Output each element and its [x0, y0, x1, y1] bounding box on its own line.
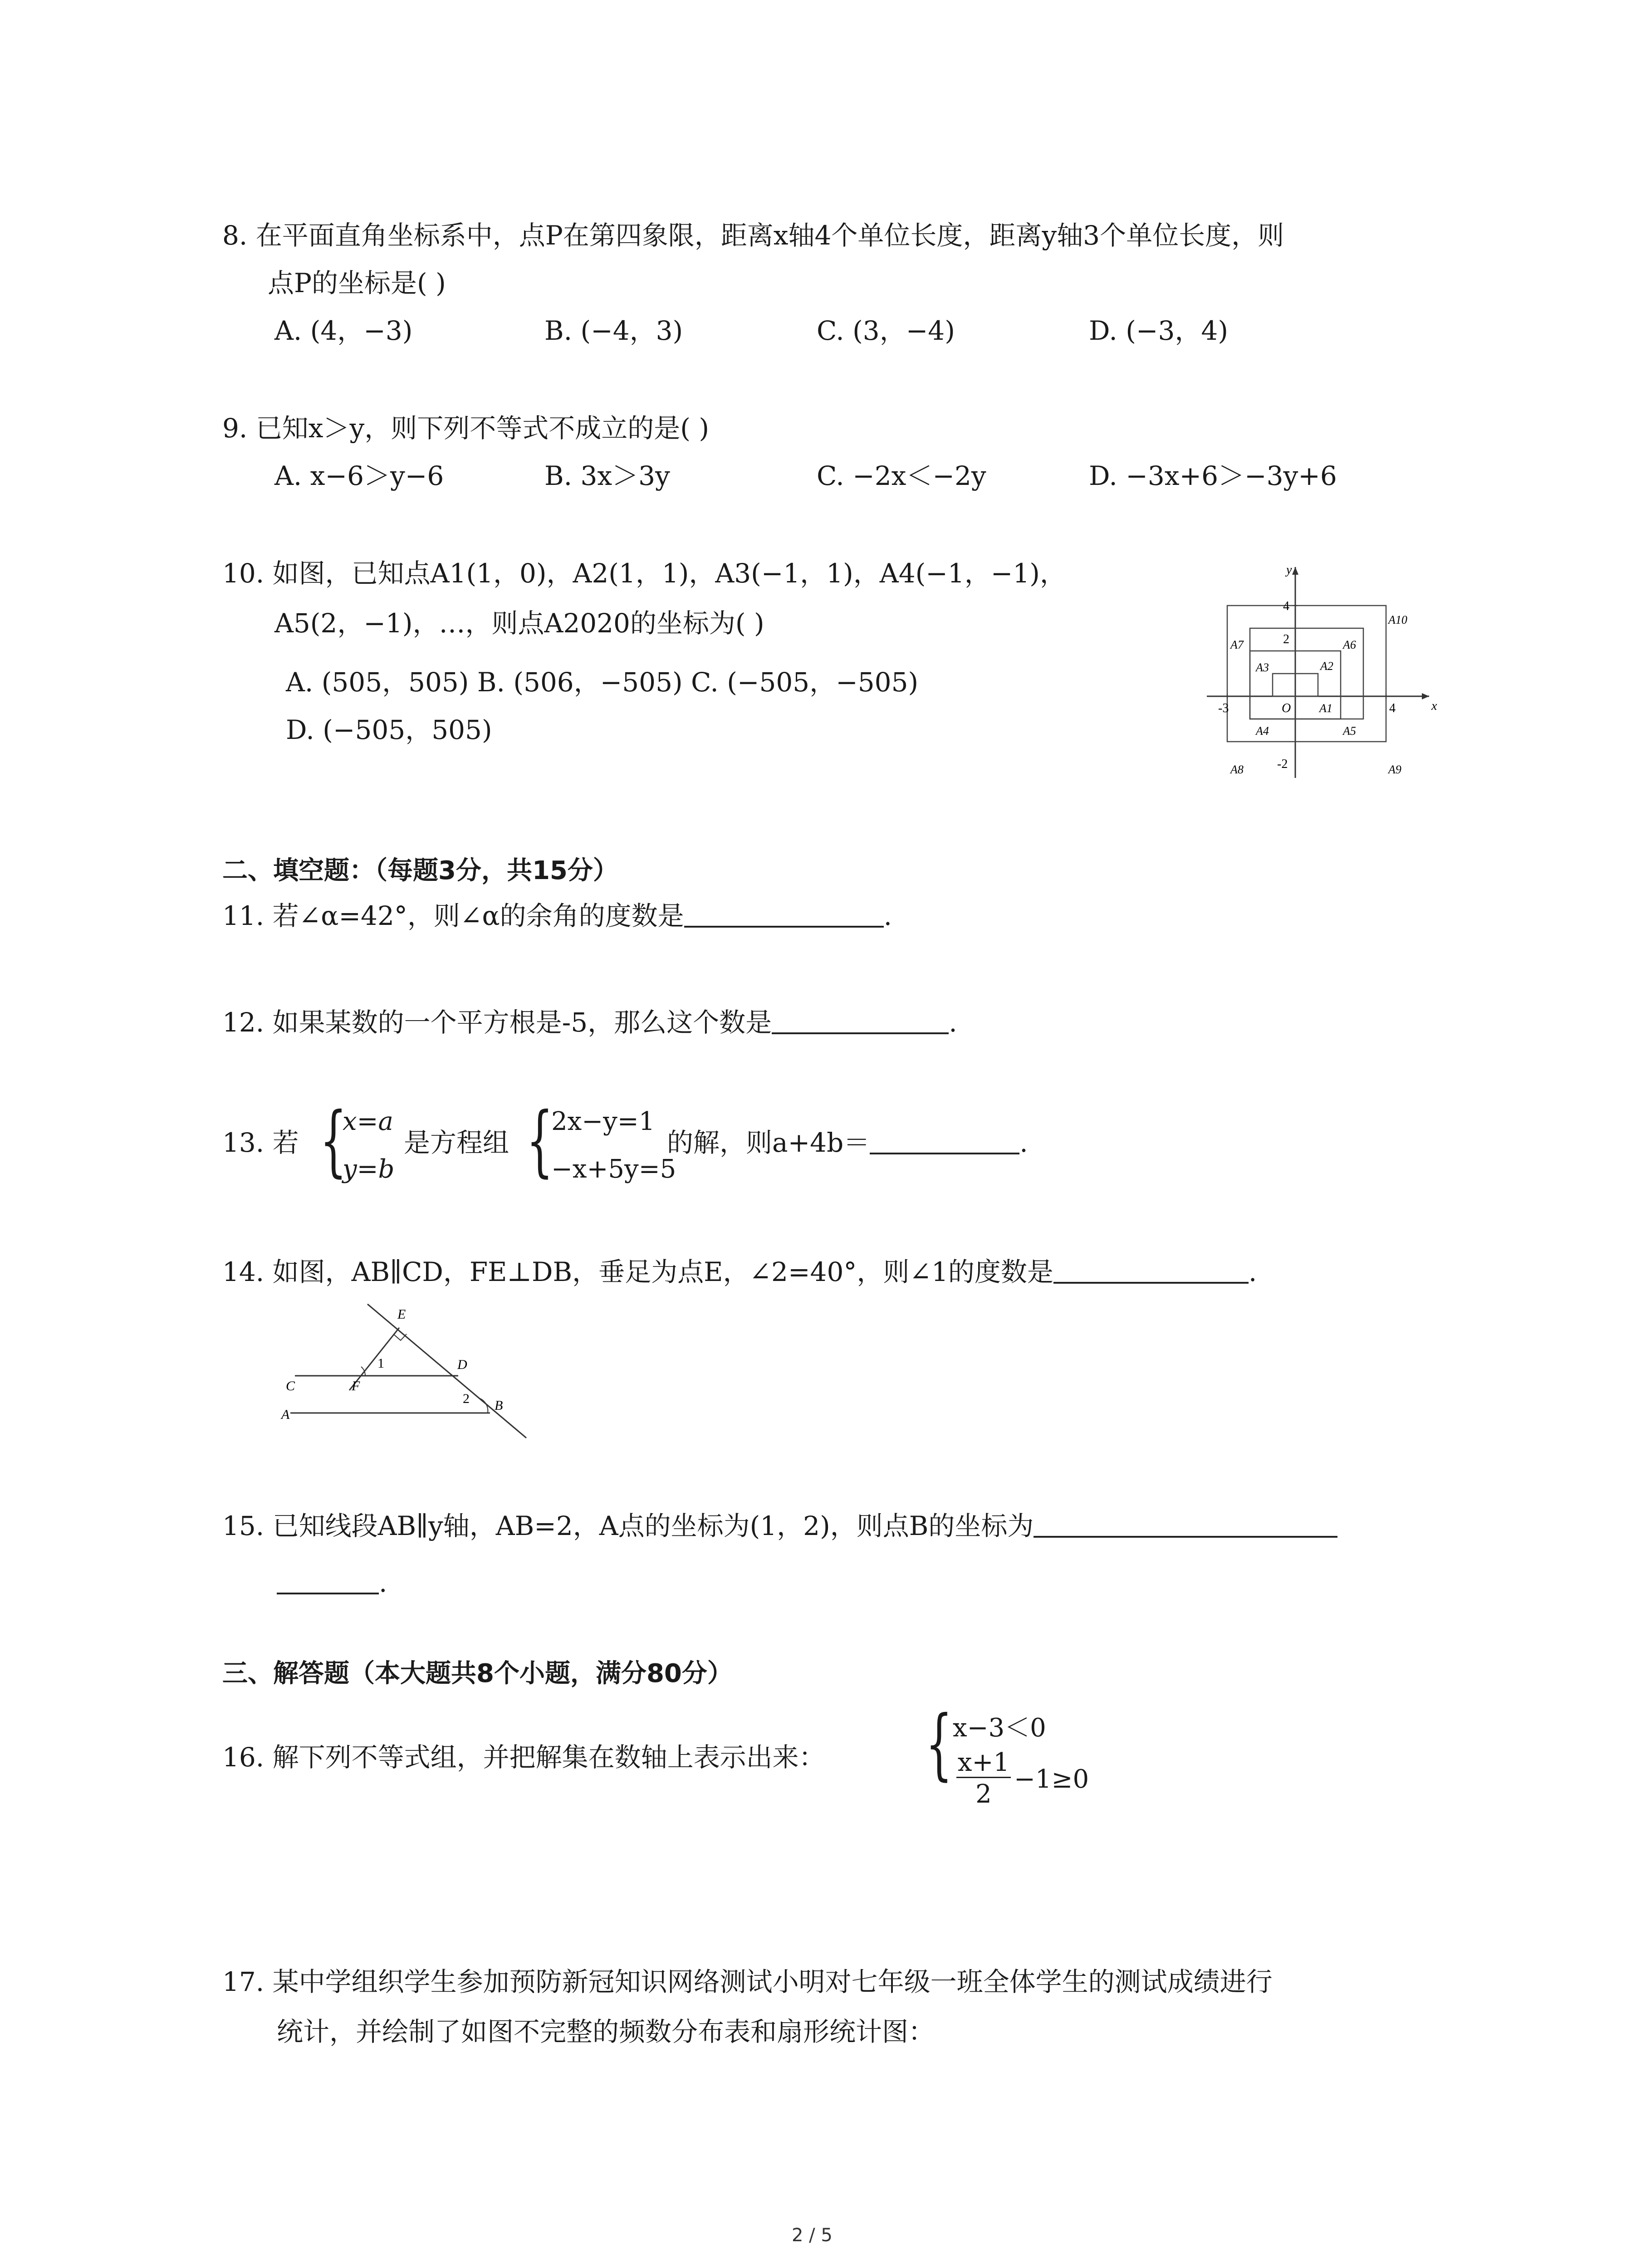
- q12-period: .: [949, 1007, 957, 1038]
- q8-line1: 8. 在平面直角坐标系中，点P在第四象限，距离x轴4个单位长度，距离y轴3个单位长度，则: [222, 220, 1284, 251]
- q10-coordinate-figure: [1198, 556, 1443, 792]
- label-a: A: [281, 1407, 290, 1422]
- q14-period: .: [1248, 1256, 1257, 1287]
- label-c: C: [286, 1378, 295, 1393]
- q15-line: [222, 1510, 1337, 1541]
- q16-ineq1: x−3＜0: [953, 1713, 1046, 1743]
- q16-fraction: [956, 1749, 1011, 1811]
- q12-line: [222, 1009, 957, 1036]
- label-2: 2: [463, 1391, 470, 1406]
- q9-option-b: B. 3x＞3y: [544, 460, 670, 491]
- q13-post: 的解，则a+4b＝: [667, 1127, 870, 1158]
- q11-answer-blank[interactable]: [684, 903, 884, 928]
- q16-numerator: x+1: [956, 1749, 1011, 1778]
- label-a3: A3: [1256, 661, 1269, 674]
- label-a7: A7: [1230, 638, 1244, 651]
- y-tick-neg2: -2: [1277, 757, 1288, 771]
- section-3-title: 三、解答题（本大题共8个小题，满分80分）: [222, 1659, 733, 1688]
- q15-answer-blank[interactable]: [1034, 1513, 1337, 1538]
- q10-option-d: D. (−505，505): [286, 714, 492, 745]
- q12-text: 12. 如果某数的一个平方根是-5，那么这个数是: [222, 1007, 772, 1038]
- y-axis-arrow-icon: [1292, 567, 1298, 575]
- q16-denominator: 2: [975, 1779, 992, 1809]
- q9-option-c: C. −2x＜−2y: [817, 460, 986, 491]
- q9-stem: 9. 已知x＞y，则下列不等式不成立的是( ): [222, 413, 709, 444]
- q8-line2: 点P的坐标是( ): [268, 268, 446, 298]
- label-e: E: [397, 1307, 406, 1322]
- q8-option-c: C. (3，−4): [817, 315, 955, 346]
- x-tick-4: 4: [1389, 701, 1396, 715]
- q13-mid: 是方程组: [404, 1127, 509, 1158]
- q15-period: .: [379, 1567, 387, 1598]
- y-axis-label: y: [1286, 563, 1292, 577]
- section-2-title: 二、填空题：（每题3分，共15分）: [222, 856, 618, 885]
- q17-line1: 17. 某中学组织学生参加预防新冠知识网络测试小明对七年级一班全体学生的测试成绩进行: [222, 1966, 1273, 1997]
- label-a5: A5: [1343, 724, 1356, 738]
- q13-eq2: −x+5y=5: [551, 1154, 676, 1184]
- q13-brace-right-icon: {: [526, 1096, 554, 1186]
- q13-tail: [667, 1129, 1028, 1156]
- q13-period: .: [1019, 1127, 1028, 1158]
- q11-line: [222, 900, 892, 931]
- q14-parallel-lines-figure: [272, 1295, 535, 1445]
- label-a4: A4: [1256, 724, 1269, 738]
- q10-line1: 10. 如图，已知点A1(1，0)，A2(1，1)，A3(−1，1)，A4(−1，−1)，: [222, 558, 1066, 589]
- q13-y-eq: y=b: [343, 1154, 395, 1184]
- q10-line2: A5(2，−1)，…，则点A2020的坐标为( ): [274, 608, 764, 639]
- x-axis-arrow-icon: [1422, 693, 1429, 699]
- q17-line2: 统计，并绘制了如图不完整的频数分布表和扇形统计图：: [277, 2016, 935, 2047]
- q8-option-a: A. (4，−3): [274, 315, 413, 346]
- label-d: D: [457, 1357, 467, 1372]
- q14-answer-blank[interactable]: [1053, 1259, 1249, 1284]
- y-tick-2: 2: [1283, 632, 1289, 646]
- q8-option-b: B. (−4，3): [544, 315, 683, 346]
- x-axis-label: x: [1431, 699, 1437, 713]
- q9-option-d: D. −3x+6＞−3y+6: [1089, 460, 1337, 491]
- q15-text: 15. 已知线段AB∥y轴，AB=2，A点的坐标为(1，2)，则点B的坐标为: [222, 1510, 1034, 1541]
- q15-answer-blank-continued[interactable]: [277, 1570, 379, 1594]
- y-tick-4: 4: [1283, 599, 1289, 613]
- q16-brace-icon: {: [926, 1699, 953, 1789]
- q13-x-eq: x=a: [343, 1107, 393, 1136]
- q13-brace-left-icon: {: [320, 1096, 347, 1186]
- q13-eq1: 2x−y=1: [551, 1107, 655, 1136]
- q16-text: 16. 解下列不等式组，并把解集在数轴上表示出来：: [222, 1742, 825, 1773]
- origin-label: O: [1282, 701, 1291, 715]
- q12-answer-blank[interactable]: [772, 1010, 949, 1034]
- q11-period: .: [883, 900, 892, 931]
- q15-line2: [277, 1569, 387, 1596]
- q10-options-abc: A. (505，505) B. (506，−505) C. (−505，−505): [286, 667, 919, 698]
- label-a10: A10: [1388, 613, 1407, 626]
- q11-text: 11. 若∠α=42°，则∠α的余角的度数是: [222, 900, 684, 931]
- q9-option-a: A. x−6＞y−6: [274, 460, 444, 491]
- label-a6: A6: [1343, 638, 1356, 651]
- q14-line: [222, 1256, 1257, 1287]
- label-b: B: [495, 1398, 503, 1413]
- label-f: F: [352, 1378, 360, 1393]
- label-a1: A1: [1319, 702, 1332, 715]
- label-a2: A2: [1320, 660, 1333, 673]
- q13-answer-blank[interactable]: [870, 1130, 1019, 1154]
- label-a9: A9: [1388, 763, 1401, 776]
- label-a8: A8: [1230, 763, 1244, 776]
- q13-pre: 13. 若: [222, 1127, 299, 1158]
- page-number: 2 / 5: [792, 2225, 833, 2246]
- q16-tail: −1≥0: [1014, 1765, 1089, 1794]
- line-db: [367, 1304, 526, 1438]
- label-1: 1: [377, 1356, 384, 1371]
- q14-text: 14. 如图，AB∥CD，FE⊥DB，垂足为点E，∠2=40°，则∠1的度数是: [222, 1256, 1053, 1287]
- x-tick-neg3: -3: [1218, 701, 1229, 715]
- q8-option-d: D. (−3，4): [1089, 315, 1228, 346]
